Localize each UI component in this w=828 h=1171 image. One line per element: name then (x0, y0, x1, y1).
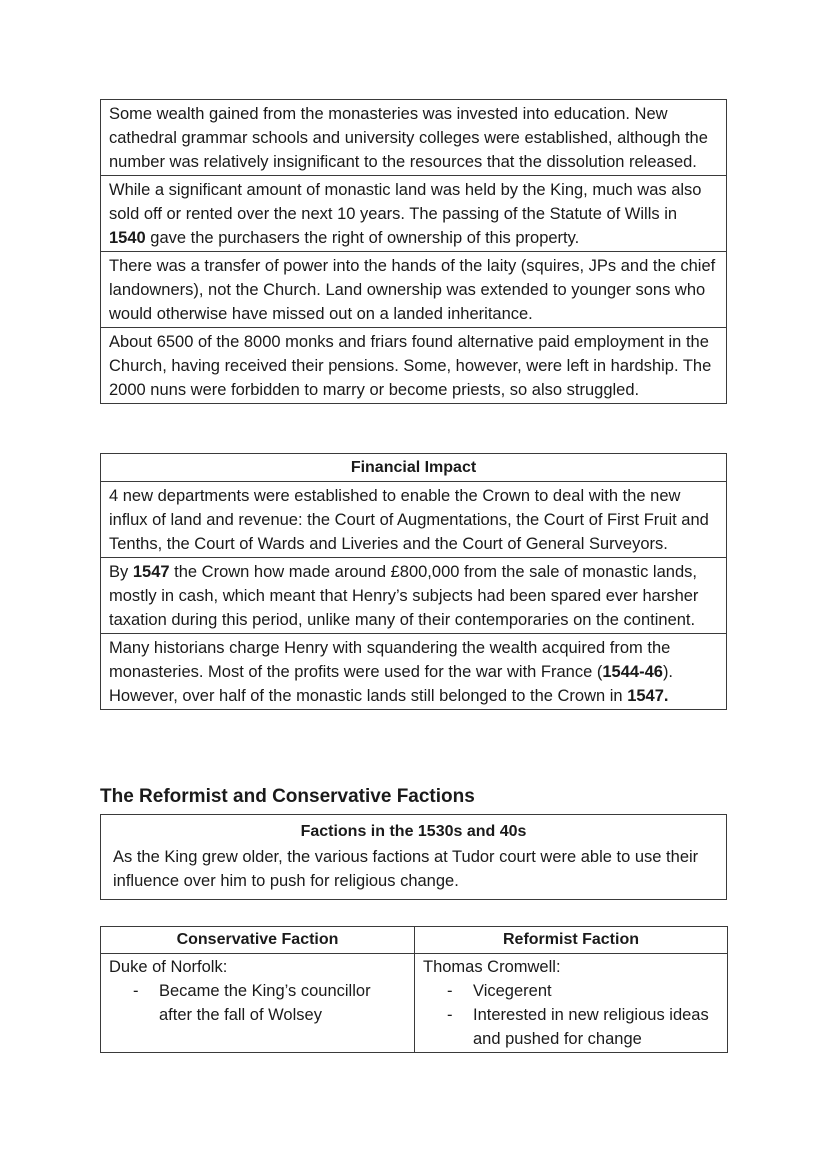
factions-summary-box (100, 814, 727, 900)
list-item: - Became the King’s councillor after the fall of Wolsey (131, 979, 406, 1027)
monastic-wealth-table (100, 99, 727, 404)
section-heading: The Reformist and Conservative Factions (100, 786, 475, 807)
row-year: 1547. (627, 687, 669, 705)
row-text: Some wealth gained from the monasteries was invested into education. New cathedral grammar schools and university colleges were established, although the number was relatively insignificant to the resources that the dissolution released. (109, 105, 708, 171)
factions-summary-text: As the King grew older, the various factions at Tudor court were able to use their influence over him to push for religious change. (113, 848, 699, 890)
row-text: ). However, over half of the monastic lands still belonged to the Crown in (109, 663, 674, 705)
row-year: 1547 (132, 563, 170, 581)
financial-impact-heading: Financial Impact (101, 454, 726, 482)
conservative-points (109, 979, 406, 1027)
reformist-header: Reformist Faction (415, 927, 728, 954)
list-item: - Interested in new religious ideas and pushed for change (445, 1003, 719, 1051)
table-row (101, 100, 726, 176)
factions-summary-title: Factions in the 1530s and 40s (300, 823, 527, 840)
table-row (101, 482, 726, 558)
table-row (101, 558, 726, 634)
conservative-leader: Duke of Norfolk: (109, 958, 228, 976)
financial-impact-table (100, 453, 727, 710)
list-item: - Vicegerent (445, 979, 719, 1003)
table-row (101, 252, 726, 328)
row-text: By (109, 563, 133, 581)
row-text: Many historians charge Henry with squandering the wealth acquired from the monasteries. Most of the profits were used for the war with France ( (109, 639, 671, 681)
row-text: the Crown how made around £800,000 from the sale of monastic lands, mostly in cash, which meant that Henry’s subjects had been spared ever harsher taxation during this period, unlike many of their contemporaries on the continent. (109, 563, 699, 629)
reformist-leader: Thomas Cromwell: (423, 958, 561, 976)
table-row (101, 328, 726, 403)
table-row (101, 176, 726, 252)
reformist-cell (415, 954, 728, 1053)
row-text: There was a transfer of power into the hands of the laity (squires, JPs and the chief landowners), not the Church. Land ownership was extended to younger sons who would otherwise have missed out on a landed inheritance. (109, 257, 716, 323)
row-year: 1544-46 (602, 663, 663, 681)
reformist-points (423, 979, 719, 1051)
table-row (101, 634, 726, 709)
row-year: 1540 (109, 229, 146, 247)
row-text: While a significant amount of monastic land was held by the King, much was also sold off or rented over the next 10 years. The passing of the Statute of Wills in (109, 181, 702, 223)
conservative-header: Conservative Faction (101, 927, 415, 954)
conservative-cell (101, 954, 415, 1053)
row-text: 4 new departments were established to enable the Crown to deal with the new influx of land and revenue: the Court of Augmentations, the Court of First Fruit and Tenths, the Court of Wards and Liveries and the Court of General Surveyors. (109, 487, 709, 553)
row-text: About 6500 of the 8000 monks and friars found alternative paid employment in the Church, having received their pensions. Some, however, were left in hardship. The 2000 nuns were forbidden to marry or become priests, so also struggled. (109, 333, 712, 399)
factions-table (100, 926, 728, 1053)
row-text: gave the purchasers the right of ownership of this property. (145, 229, 580, 247)
